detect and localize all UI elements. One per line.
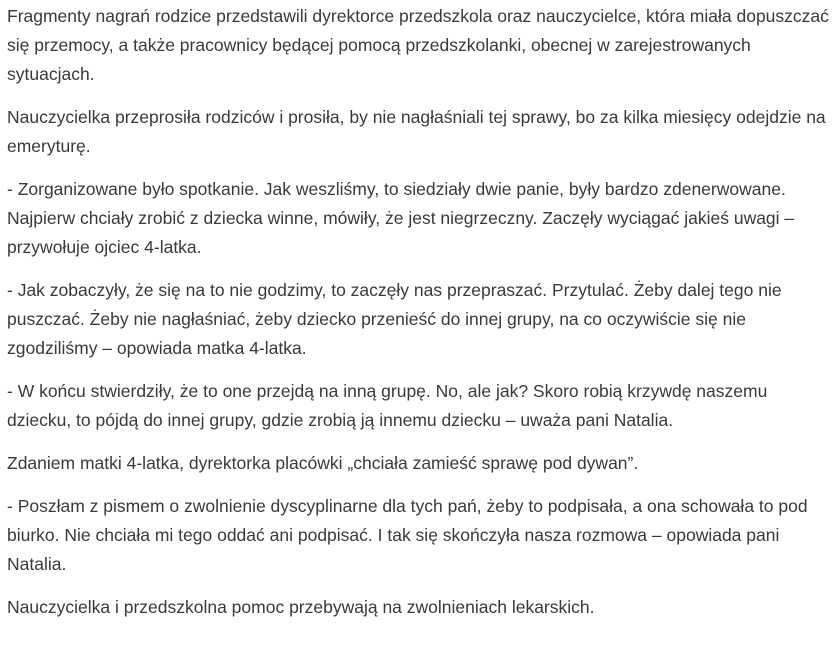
article-paragraph: - Poszłam z pismem o zwolnienie dyscyplinarne dla tych pań, żeby to podpisała, a ona schowała to pod biurko. Nie chciała mi tego oddać ani podpisać. I tak się skończyła nasza rozmowa – opowiada pani Natalia. [7,496,808,574]
article-paragraph: - W końcu stwierdziły, że to one przejdą na inną grupę. No, ale jak? Skoro robią krzywdę naszemu dziecku, to pójdą do innej grupy, gdzie zrobią ją innemu dziecku – uważa pani Natalia. [7,381,768,430]
article-paragraph: Fragmenty nagrań rodzice przedstawili dyrektorce przedszkola oraz nauczycielce, która miała dopuszczać się przemocy, a także pracownicy będącej pomocą przedszkolanki, obecnej w zarejestrowanych sytuacjach. [7,6,829,84]
article-paragraph: Zdaniem matki 4-latka, dyrektorka placówki „chciała zamieść sprawę pod dywan”. [7,453,639,473]
article-paragraph: - Jak zobaczyły, że się na to nie godzimy, to zaczęły nas przepraszać. Przytulać. Żeby dalej tego nie puszczać. Żeby nie nagłaśniać, żeby dziecko przenieść do innej grupy, na co oczywiście się nie zgodziliśmy – opowiada matka 4-latka. [7,280,782,358]
article-paragraph: Nauczycielka przeprosiła rodziców i prosiła, by nie nagłaśniali tej sprawy, bo za kilka miesięcy odejdzie na emeryturę. [7,107,826,156]
article-paragraph: - Zorganizowane było spotkanie. Jak weszliśmy, to siedziały dwie panie, były bardzo zdenerwowane. Najpierw chciały zrobić z dziecka winne, mówiły, że jest niegrzeczny. Zaczęły wyciągać jakieś uwagi – przywołuje ojciec 4-latka. [7,179,795,257]
article-paragraph: Nauczycielka i przedszkolna pomoc przebywają na zwolnieniach lekarskich. [7,597,595,617]
